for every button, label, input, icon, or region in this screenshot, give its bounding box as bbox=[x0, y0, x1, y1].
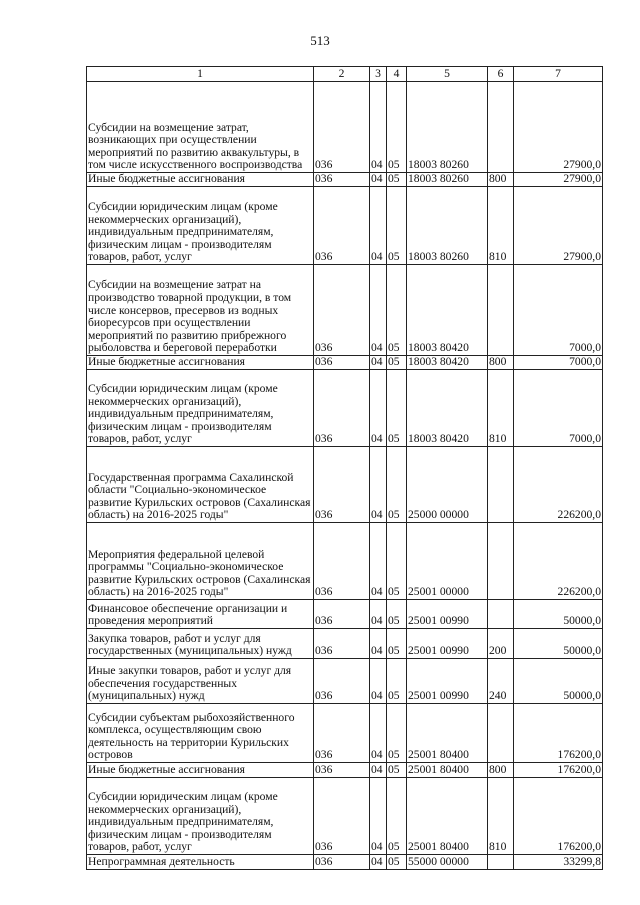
section-code: 04 bbox=[370, 447, 387, 523]
expense-type-code bbox=[488, 265, 514, 356]
table-row bbox=[87, 763, 603, 778]
expense-type-code: 800 bbox=[488, 356, 514, 370]
amount: 7000,0 bbox=[514, 356, 603, 370]
target-code: 18003 80420 bbox=[407, 356, 488, 370]
row-name: Иные бюджетные ассигнования bbox=[87, 763, 314, 778]
row-name: Субсидии субъектам рыбохозяйственного комплекса, осуществляющим свою деятельность на территории Курильских островов bbox=[87, 704, 314, 763]
section-code: 04 bbox=[370, 523, 387, 600]
table-header-row bbox=[87, 67, 603, 82]
ministry-code: 036 bbox=[314, 370, 370, 447]
subsection-code: 05 bbox=[387, 356, 407, 370]
subsection-code: 05 bbox=[387, 659, 407, 704]
table-row bbox=[87, 370, 603, 447]
section-code: 04 bbox=[370, 629, 387, 659]
row-name: Закупка товаров, работ и услуг для государственных (муниципальных) нужд bbox=[87, 629, 314, 659]
section-code: 04 bbox=[370, 778, 387, 855]
expense-type-code: 200 bbox=[488, 629, 514, 659]
ministry-code: 036 bbox=[314, 659, 370, 704]
expense-type-code bbox=[488, 704, 514, 763]
section-code: 04 bbox=[370, 763, 387, 778]
row-name: Иные закупки товаров, работ и услуг для обеспечения государственных (муниципальных) нужд bbox=[87, 659, 314, 704]
header-cell: 2 bbox=[314, 67, 370, 82]
row-name: Субсидии юридическим лицам (кроме некоммерческих организаций), индивидуальным предпринимателям, физическим лицам - производителям товаров, работ, услуг bbox=[87, 778, 314, 855]
ministry-code: 036 bbox=[314, 704, 370, 763]
table-row bbox=[87, 778, 603, 855]
expense-type-code bbox=[488, 523, 514, 600]
section-code: 04 bbox=[370, 173, 387, 187]
expense-type-code: 240 bbox=[488, 659, 514, 704]
target-code: 25001 00990 bbox=[407, 600, 488, 629]
section-code: 04 bbox=[370, 855, 387, 870]
expense-type-code: 800 bbox=[488, 763, 514, 778]
target-code: 25000 00000 bbox=[407, 447, 488, 523]
expense-type-code: 810 bbox=[488, 187, 514, 265]
budget-table bbox=[86, 66, 603, 870]
row-name: Мероприятия федеральной целевой программы "Социально-экономическое развитие Курильских островов (Сахалинская область) на 2016-2025 годы" bbox=[87, 523, 314, 600]
expense-type-code bbox=[488, 82, 514, 173]
subsection-code: 05 bbox=[387, 370, 407, 447]
header-cell: 5 bbox=[407, 67, 488, 82]
target-code: 25001 80400 bbox=[407, 704, 488, 763]
page-number: 513 bbox=[310, 33, 330, 48]
target-code: 18003 80260 bbox=[407, 187, 488, 265]
row-name: Субсидии юридическим лицам (кроме некоммерческих организаций), индивидуальным предпринимателям, физическим лицам - производителям товаров, работ, услуг bbox=[87, 370, 314, 447]
ministry-code: 036 bbox=[314, 173, 370, 187]
subsection-code: 05 bbox=[387, 265, 407, 356]
table-row bbox=[87, 629, 603, 659]
header-cell: 3 bbox=[370, 67, 387, 82]
target-code: 18003 80420 bbox=[407, 265, 488, 356]
subsection-code: 05 bbox=[387, 523, 407, 600]
subsection-code: 05 bbox=[387, 629, 407, 659]
ministry-code: 036 bbox=[314, 763, 370, 778]
subsection-code: 05 bbox=[387, 704, 407, 763]
row-name: Непрограммная деятельность bbox=[87, 855, 314, 870]
ministry-code: 036 bbox=[314, 778, 370, 855]
subsection-code: 05 bbox=[387, 173, 407, 187]
amount: 176200,0 bbox=[514, 704, 603, 763]
ministry-code: 036 bbox=[314, 855, 370, 870]
target-code: 18003 80260 bbox=[407, 173, 488, 187]
subsection-code: 05 bbox=[387, 187, 407, 265]
ministry-code: 036 bbox=[314, 265, 370, 356]
amount: 33299,8 bbox=[514, 855, 603, 870]
section-code: 04 bbox=[370, 704, 387, 763]
target-code: 25001 00990 bbox=[407, 659, 488, 704]
target-code: 18003 80420 bbox=[407, 370, 488, 447]
subsection-code: 05 bbox=[387, 82, 407, 173]
target-code: 18003 80260 bbox=[407, 82, 488, 173]
amount: 27900,0 bbox=[514, 173, 603, 187]
amount: 27900,0 bbox=[514, 187, 603, 265]
row-name: Субсидии на возмещение затрат на производство товарной продукции, в том числе консервов, пресервов из водных биоресурсов при осуществлении мероприятий по развитию прибрежного рыболовства и береговой переработки bbox=[87, 265, 314, 356]
header-cell: 1 bbox=[87, 67, 314, 82]
row-name: Государственная программа Сахалинской области "Социально-экономическое развитие Курильских островов (Сахалинская область) на 2016-2025 годы" bbox=[87, 447, 314, 523]
amount: 7000,0 bbox=[514, 370, 603, 447]
ministry-code: 036 bbox=[314, 523, 370, 600]
table-row bbox=[87, 356, 603, 370]
table-row bbox=[87, 265, 603, 356]
amount: 176200,0 bbox=[514, 778, 603, 855]
amount: 7000,0 bbox=[514, 265, 603, 356]
target-code: 25001 00000 bbox=[407, 523, 488, 600]
expense-type-code bbox=[488, 600, 514, 629]
ministry-code: 036 bbox=[314, 356, 370, 370]
target-code: 25001 80400 bbox=[407, 778, 488, 855]
table-row bbox=[87, 447, 603, 523]
header-cell: 7 bbox=[514, 67, 603, 82]
section-code: 04 bbox=[370, 82, 387, 173]
ministry-code: 036 bbox=[314, 447, 370, 523]
amount: 50000,0 bbox=[514, 600, 603, 629]
table-row bbox=[87, 704, 603, 763]
header-cell: 4 bbox=[387, 67, 407, 82]
section-code: 04 bbox=[370, 356, 387, 370]
subsection-code: 05 bbox=[387, 763, 407, 778]
section-code: 04 bbox=[370, 265, 387, 356]
expense-type-code: 800 bbox=[488, 173, 514, 187]
subsection-code: 05 bbox=[387, 447, 407, 523]
amount: 226200,0 bbox=[514, 447, 603, 523]
table-row bbox=[87, 855, 603, 870]
target-code: 25001 00990 bbox=[407, 629, 488, 659]
amount: 50000,0 bbox=[514, 629, 603, 659]
expense-type-code bbox=[488, 447, 514, 523]
ministry-code: 036 bbox=[314, 187, 370, 265]
subsection-code: 05 bbox=[387, 778, 407, 855]
row-name: Финансовое обеспечение организации и проведения мероприятий bbox=[87, 600, 314, 629]
amount: 226200,0 bbox=[514, 523, 603, 600]
row-name: Иные бюджетные ассигнования bbox=[87, 356, 314, 370]
ministry-code: 036 bbox=[314, 82, 370, 173]
amount: 27900,0 bbox=[514, 82, 603, 173]
section-code: 04 bbox=[370, 370, 387, 447]
table-row bbox=[87, 600, 603, 629]
subsection-code: 05 bbox=[387, 600, 407, 629]
amount: 50000,0 bbox=[514, 659, 603, 704]
section-code: 04 bbox=[370, 659, 387, 704]
table-row bbox=[87, 82, 603, 173]
expense-type-code: 810 bbox=[488, 778, 514, 855]
table-row bbox=[87, 523, 603, 600]
expense-type-code bbox=[488, 855, 514, 870]
expense-type-code: 810 bbox=[488, 370, 514, 447]
row-name: Субсидии юридическим лицам (кроме некоммерческих организаций), индивидуальным предпринимателям, физическим лицам - производителям товаров, работ, услуг bbox=[87, 187, 314, 265]
table-row bbox=[87, 173, 603, 187]
header-cell: 6 bbox=[488, 67, 514, 82]
table-row bbox=[87, 659, 603, 704]
subsection-code: 05 bbox=[387, 855, 407, 870]
ministry-code: 036 bbox=[314, 600, 370, 629]
target-code: 25001 80400 bbox=[407, 763, 488, 778]
row-name: Субсидии на возмещение затрат, возникающих при осуществлении мероприятий по развитию аквакультуры, в том числе искусственного воспроизводства bbox=[87, 82, 314, 173]
table-row bbox=[87, 187, 603, 265]
section-code: 04 bbox=[370, 600, 387, 629]
amount: 176200,0 bbox=[514, 763, 603, 778]
ministry-code: 036 bbox=[314, 629, 370, 659]
target-code: 55000 00000 bbox=[407, 855, 488, 870]
row-name: Иные бюджетные ассигнования bbox=[87, 173, 314, 187]
section-code: 04 bbox=[370, 187, 387, 265]
